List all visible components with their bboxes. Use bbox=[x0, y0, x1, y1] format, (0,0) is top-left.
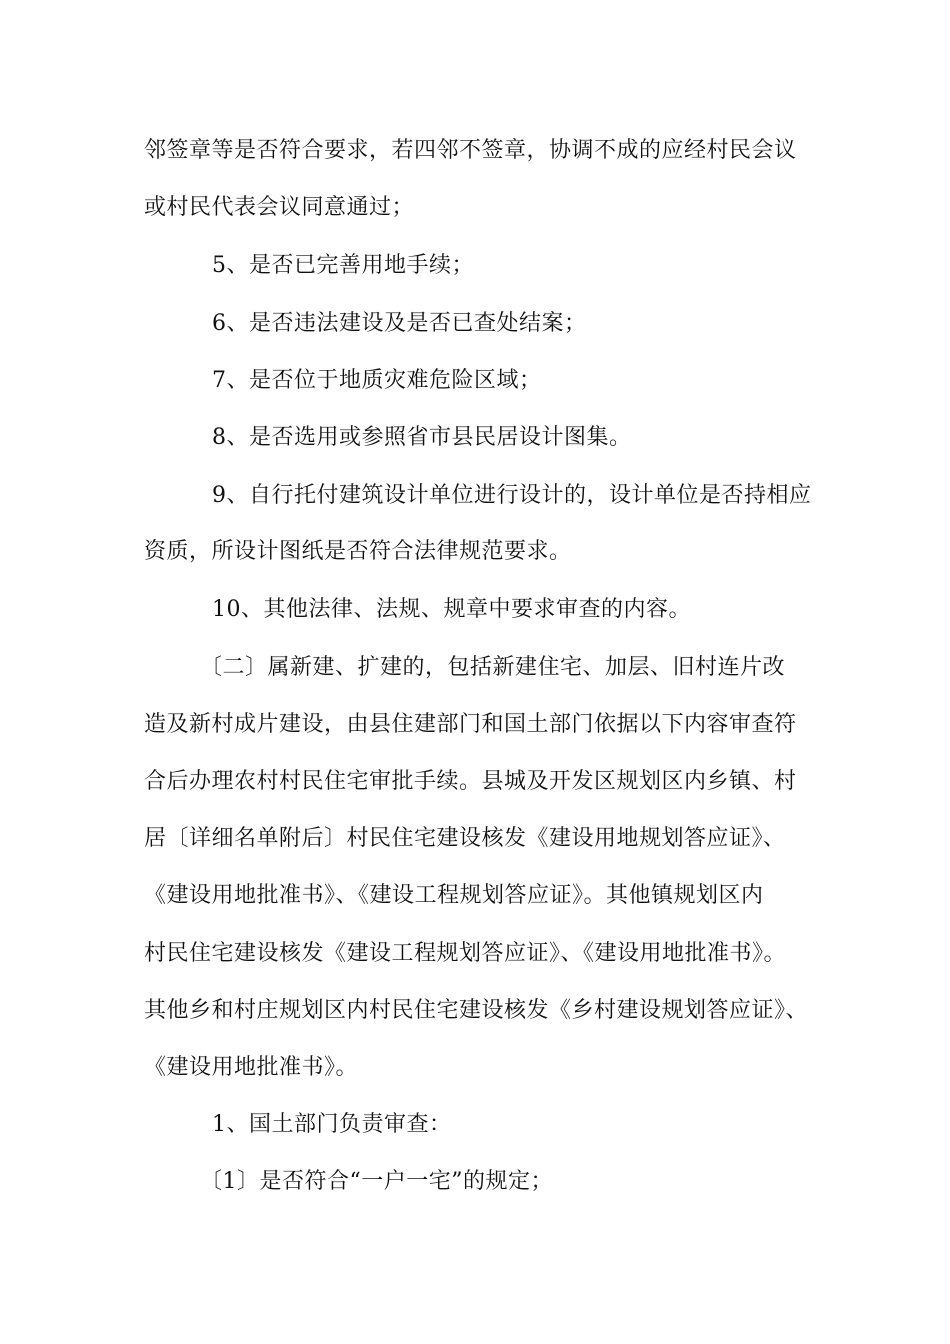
list-item: 9、自行托付建筑设计单位进行设计的，设计单位是否持相应 bbox=[212, 483, 812, 508]
paragraph-line: 《建设用地批准书》。 bbox=[144, 1055, 359, 1080]
paragraph-line: 其他乡和村庄规划区内村民住宅建设核发《乡村建设规划答应证》、 bbox=[144, 998, 809, 1023]
list-item: 10、其他法律、法规、规章中要求审查的内容。 bbox=[212, 597, 691, 622]
list-item: 〔1〕是否符合“一户一宅”的规定； bbox=[200, 1169, 553, 1194]
list-item: 7、是否位于地质灾难危险区域； bbox=[212, 368, 542, 393]
paragraph-line: 邻签章等是否符合要求，若四邻不签章，协调不成的应经村民会议 bbox=[144, 138, 797, 163]
list-item: 1、国土部门负责审查： bbox=[212, 1112, 452, 1137]
paragraph-line: 村民住宅建设核发《建设工程规划答应证》、《建设用地批准书》。 bbox=[144, 941, 787, 966]
paragraph-line: 或村民代表会议同意通过； bbox=[144, 195, 415, 220]
paragraph-line: 造及新村成片建设，由县住建部门和国土部门依据以下内容审查符 bbox=[144, 712, 797, 737]
list-item: 5、是否已完善用地手续； bbox=[212, 253, 474, 278]
section-heading-line: 〔二〕属新建、扩建的，包括新建住宅、加层、旧村连片改 bbox=[200, 655, 786, 680]
paragraph-line: 资质，所设计图纸是否符合法律规范要求。 bbox=[144, 539, 572, 564]
list-item: 8、是否选用或参照省市县民居设计图集。 bbox=[212, 425, 632, 450]
paragraph-line: 《建设用地批准书》、《建设工程规划答应证》。其他镇规划区内 bbox=[144, 883, 764, 908]
list-item: 6、是否违法建设及是否已查处结案； bbox=[212, 311, 587, 336]
paragraph-line: 居〔详细名单附后〕村民住宅建设核发《建设用地规划答应证》、 bbox=[144, 826, 786, 851]
paragraph-line: 合后办理农村村民住宅审批手续。县城及开发区规划区内乡镇、村 bbox=[144, 769, 797, 794]
